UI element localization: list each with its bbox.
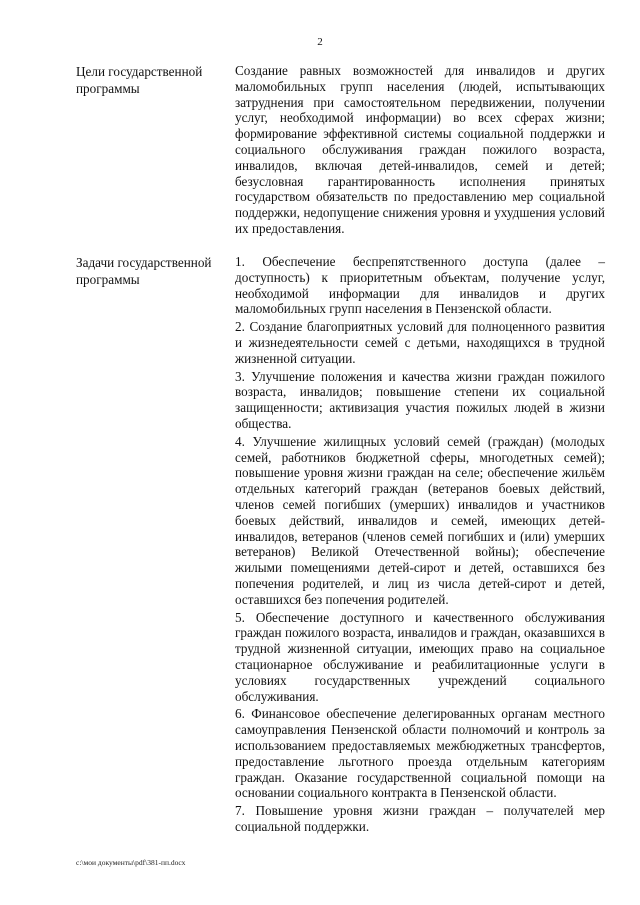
goals-label: Цели государственной программы (76, 64, 203, 97)
task-item: 5. Обеспечение доступного и качественного обслуживания граждан пожилого возраста, инвалидов и граждан, оказавшихся в трудной жизненной ситуации, имеющих право на социальное стационарное обслуживание и реабилитационные услуги в условиях государственных учреждений социального обслуживания. (235, 609, 605, 704)
task-item: 3. Улучшение положения и качества жизни граждан пожилого возраста, инвалидов; повышение степени их социальной защищенности; активизация участия пожилых людей в жизни общества. (235, 368, 605, 431)
page-number: 2 (317, 36, 323, 48)
tasks-list (235, 254, 605, 835)
task-item: 4. Улучшение жилищных условий семей (граждан) (молодых семей, работников бюджетной сферы, многодетных семей); повышение уровня жизни граждан на селе; обеспечение жильём отдельных категорий граждан (ветеранов боевых действий, членов семей погибших (умерших) инвалидов и участников боевых действий, инвалидов и семей, имеющих детей-инвалидов, ветеранов (членов семей погибших и (или) умерших ветеранов) Великой Отечественной войны); обеспечение жилыми помещениями детей-сирот и детей, оставшихся без попечения родителей, и лиц из числа детей-сирот и детей, оставшихся без попечения родителей. (235, 433, 605, 607)
file-path-footer: c:\мои документы\pdf\381-пп.docx (76, 858, 186, 867)
task-item: 1. Обеспечение беспрепятственного доступа (далее – доступность) к приоритетным объектам, получение услуг, необходимой информации для инвалидов и других маломобильных групп населения в Пензенской области. (235, 254, 605, 317)
task-item: 6. Финансовое обеспечение делегированных органам местного самоуправления Пензенской области полномочий и контроль за использованием предоставляемых межбюджетных трансфертов, предоставление льготного проезда отдельным категориям граждан. Оказание государственной социальной помощи на основании социального контракта в Пензенской области. (235, 706, 605, 801)
task-item: 7. Повышение уровня жизни граждан – получателей мер социальной поддержки. (235, 803, 605, 834)
tasks-label: Задачи государственной программы (76, 255, 212, 288)
task-item: 2. Создание благоприятных условий для полноценного развития и жизнедеятельности семей с детьми, находящихся в трудной жизненной ситуации. (235, 319, 605, 366)
goals-paragraph: Создание равных возможностей для инвалидов и других маломобильных групп населения (людей, испытывающих затруднения при самостоятельном передвижении, получении услуг, необходимой информации) во всех сферах жизни; формирование эффективной системы социальной поддержки и социального обслуживания граждан пожилого возраста, инвалидов, включая детей-инвалидов, семей и детей; безусловная гарантированность исполнения принятых государством обязательств по предоставлению мер социальной поддержки, недопущение снижения уровня и ухудшения условий их предоставления. (235, 63, 605, 236)
goals-text (235, 63, 605, 237)
